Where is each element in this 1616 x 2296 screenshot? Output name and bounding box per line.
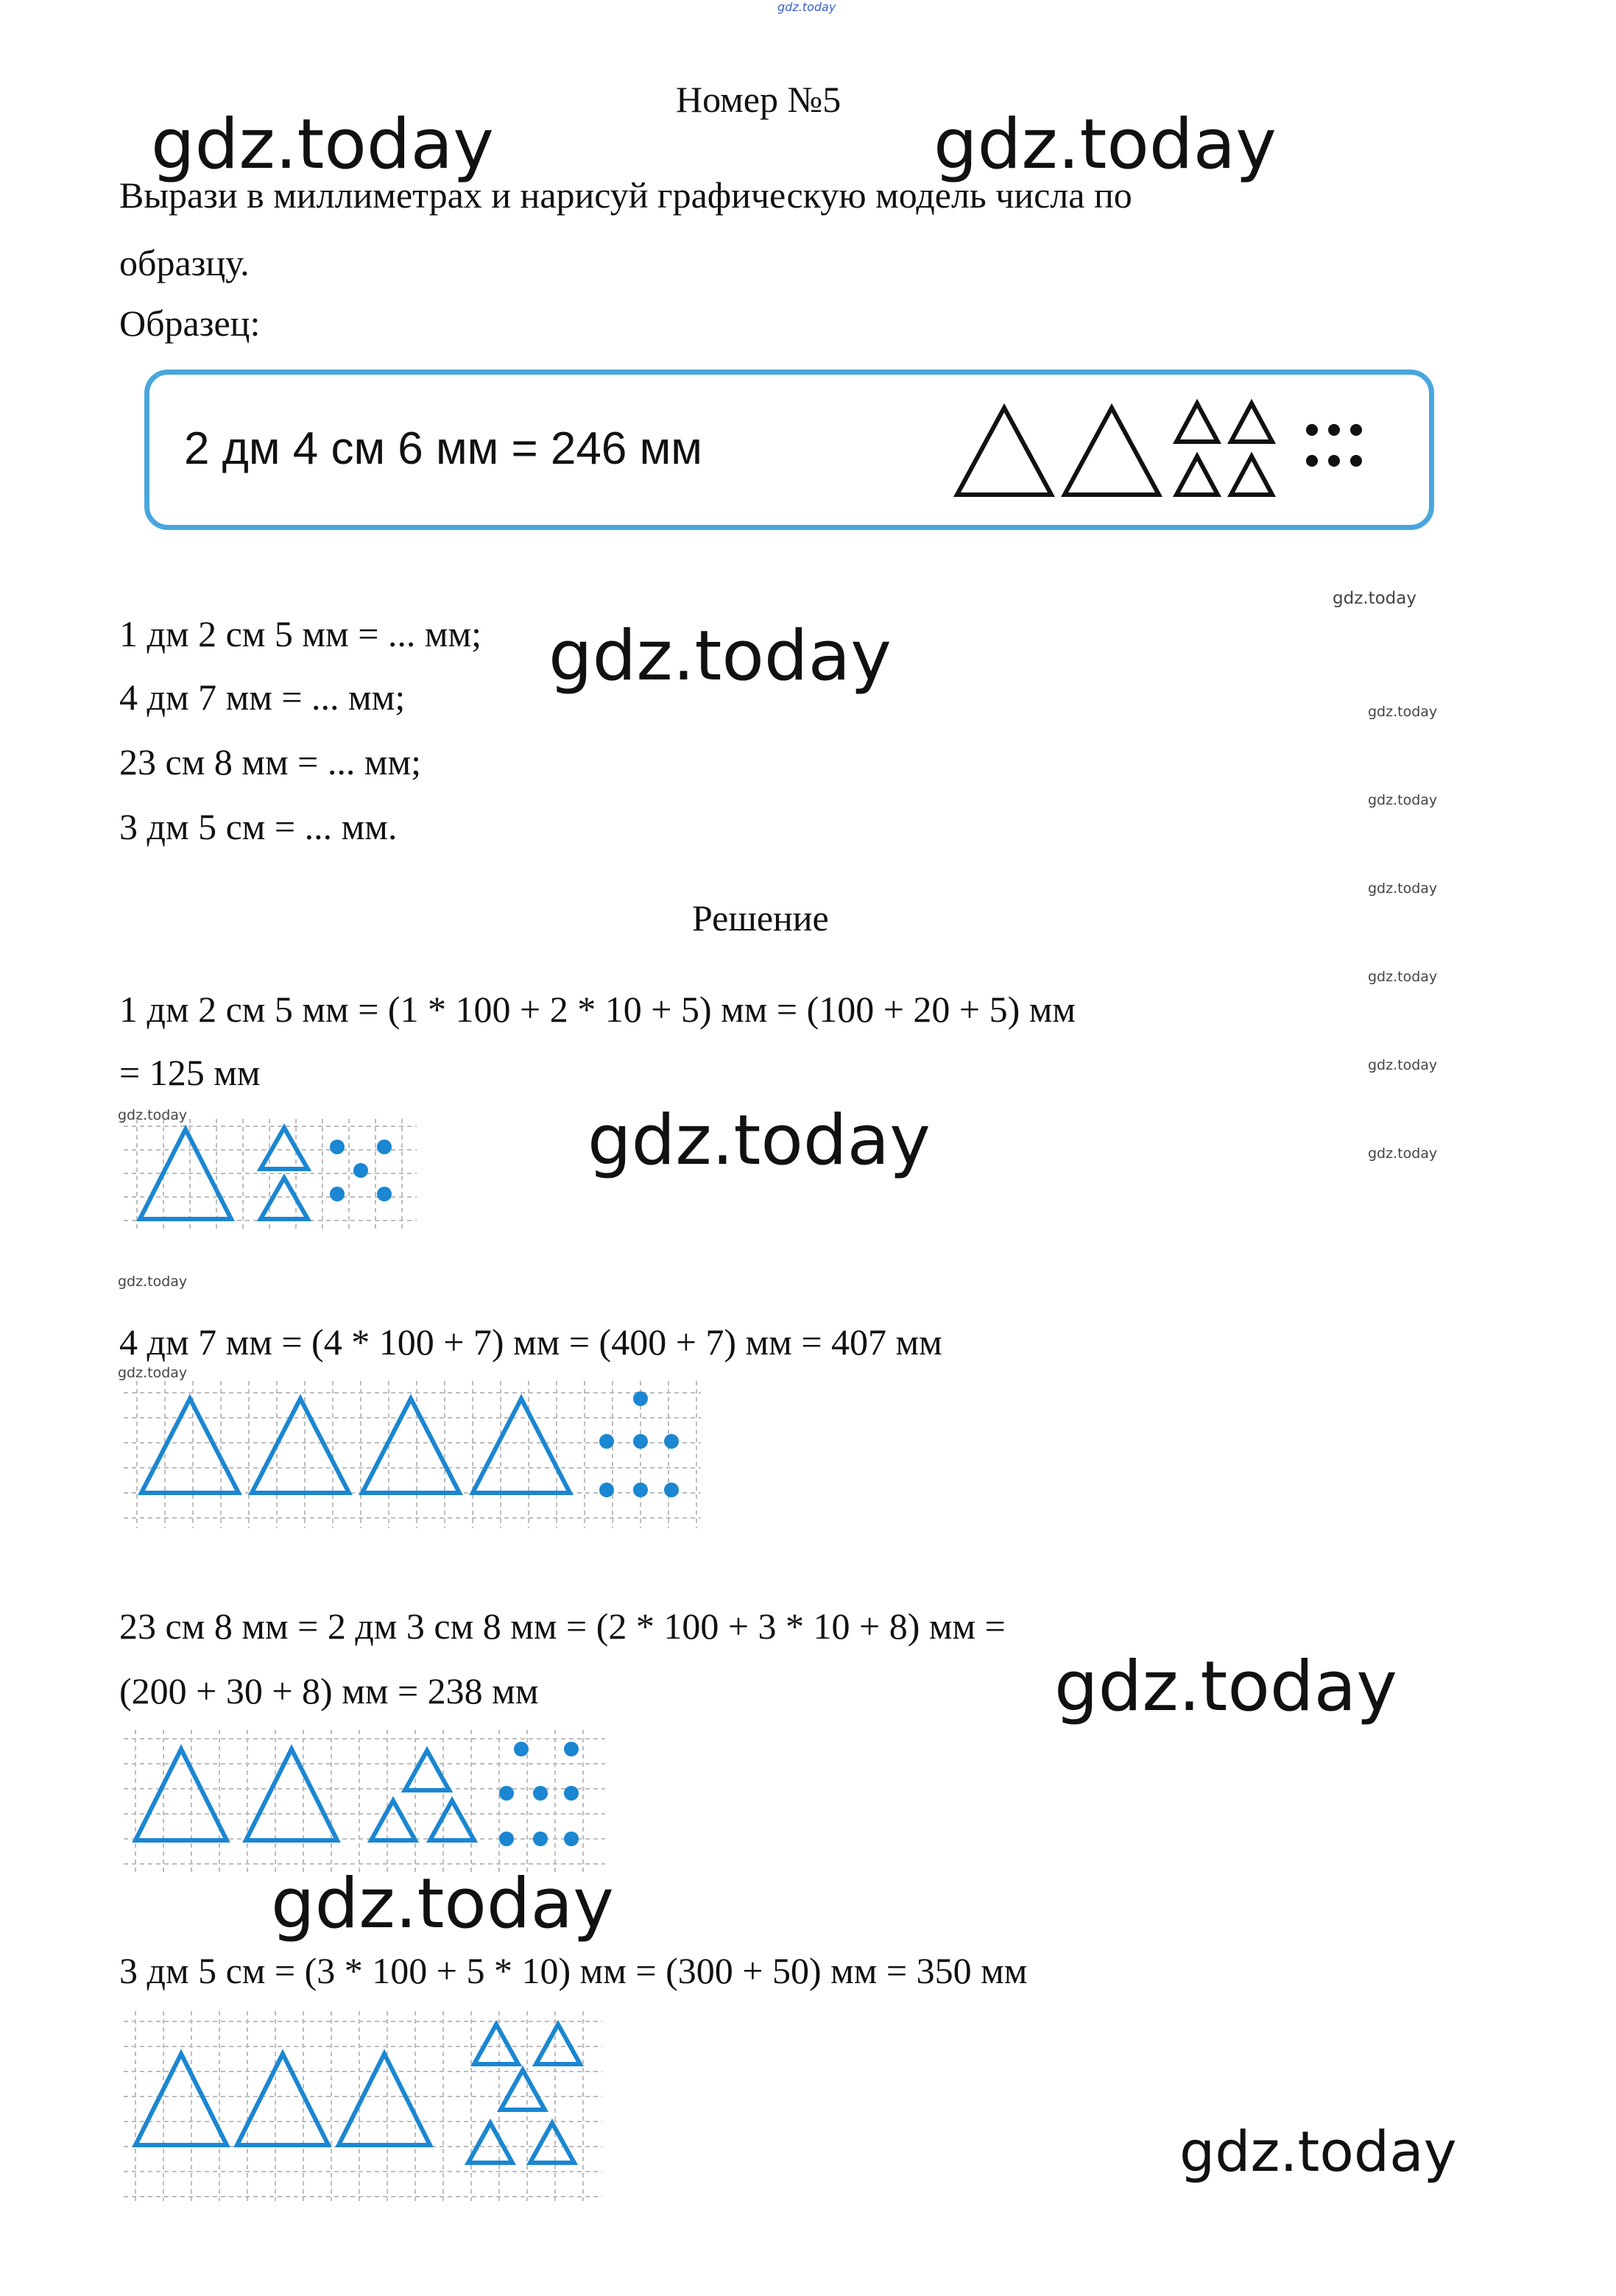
solution-3-line-2: (200 + 30 + 8) мм = 238 мм [119,1670,539,1712]
instruction-line-2: образцу. [119,242,250,283]
watermark-small: gdz.today [1368,1145,1438,1162]
solution-4-line-1: 3 дм 5 см = (3 * 100 + 5 * 10) мм = (300 + 50) мм = 350 мм [119,1950,1028,1991]
watermark-small: gdz.today [1368,969,1438,985]
small-triangle [474,2024,518,2064]
exercise-2: 4 дм 7 мм = ... мм; [119,677,406,718]
sample-label: Образец: [119,303,261,344]
solution-3-line-1: 23 см 8 мм = 2 дм 3 см 8 мм = (2 * 100 + 3 * 10 + 8) мм = [119,1606,1006,1647]
watermark: gdz.today [588,1101,931,1181]
solution-2-line-1: 4 дм 7 мм = (4 * 100 + 7) мм = (400 + 7) мм = 407 мм [119,1321,942,1363]
watermark: gdz.today [1054,1647,1397,1727]
watermark: gdz.today [934,105,1277,185]
watermark-small: gdz.today [1368,880,1438,897]
big-triangle [237,2054,328,2145]
task-number: Номер №5 [676,79,841,120]
watermark-small: gdz.today [1368,792,1438,808]
watermark-small: gdz.today [118,1365,188,1381]
watermark-small: gdz.today [118,1274,188,1290]
watermark: gdz.today [1179,2119,1457,2184]
solution-heading: Решение [692,897,829,939]
small-triangle [501,2070,545,2110]
solution-1-line-1: 1 дм 2 см 5 мм = (1 * 100 + 2 * 10 + 5) мм = (100 + 20 + 5) мм [119,989,1076,1030]
small-triangle [530,2123,574,2163]
watermark-small: gdz.today [118,1107,188,1123]
exercise-4: 3 дм 5 см = ... мм. [119,806,398,847]
watermark-small: gdz.today [1368,704,1438,720]
big-triangle [339,2054,430,2145]
exercise-1: 1 дм 2 см 5 мм = ... мм; [119,613,482,654]
small-triangle [536,2024,580,2064]
sample-equation: 2 дм 4 см 6 мм = 246 мм [184,423,702,474]
watermark: gdz.today [548,616,892,696]
watermark-top: gdz.today [777,0,836,14]
big-triangle [135,2054,227,2145]
solution-1-line-2: = 125 мм [119,1052,261,1093]
small-triangle [468,2123,512,2163]
instruction-line-1: Вырази в миллиметрах и нарисуй графическую модель числа по [119,174,1132,216]
watermark-small: gdz.today [1333,589,1416,608]
exercise-3: 23 см 8 мм = ... мм; [119,741,421,783]
watermark-small: gdz.today [1368,1057,1438,1073]
watermark: gdz.today [271,1864,614,1944]
watermark: gdz.today [151,105,494,185]
